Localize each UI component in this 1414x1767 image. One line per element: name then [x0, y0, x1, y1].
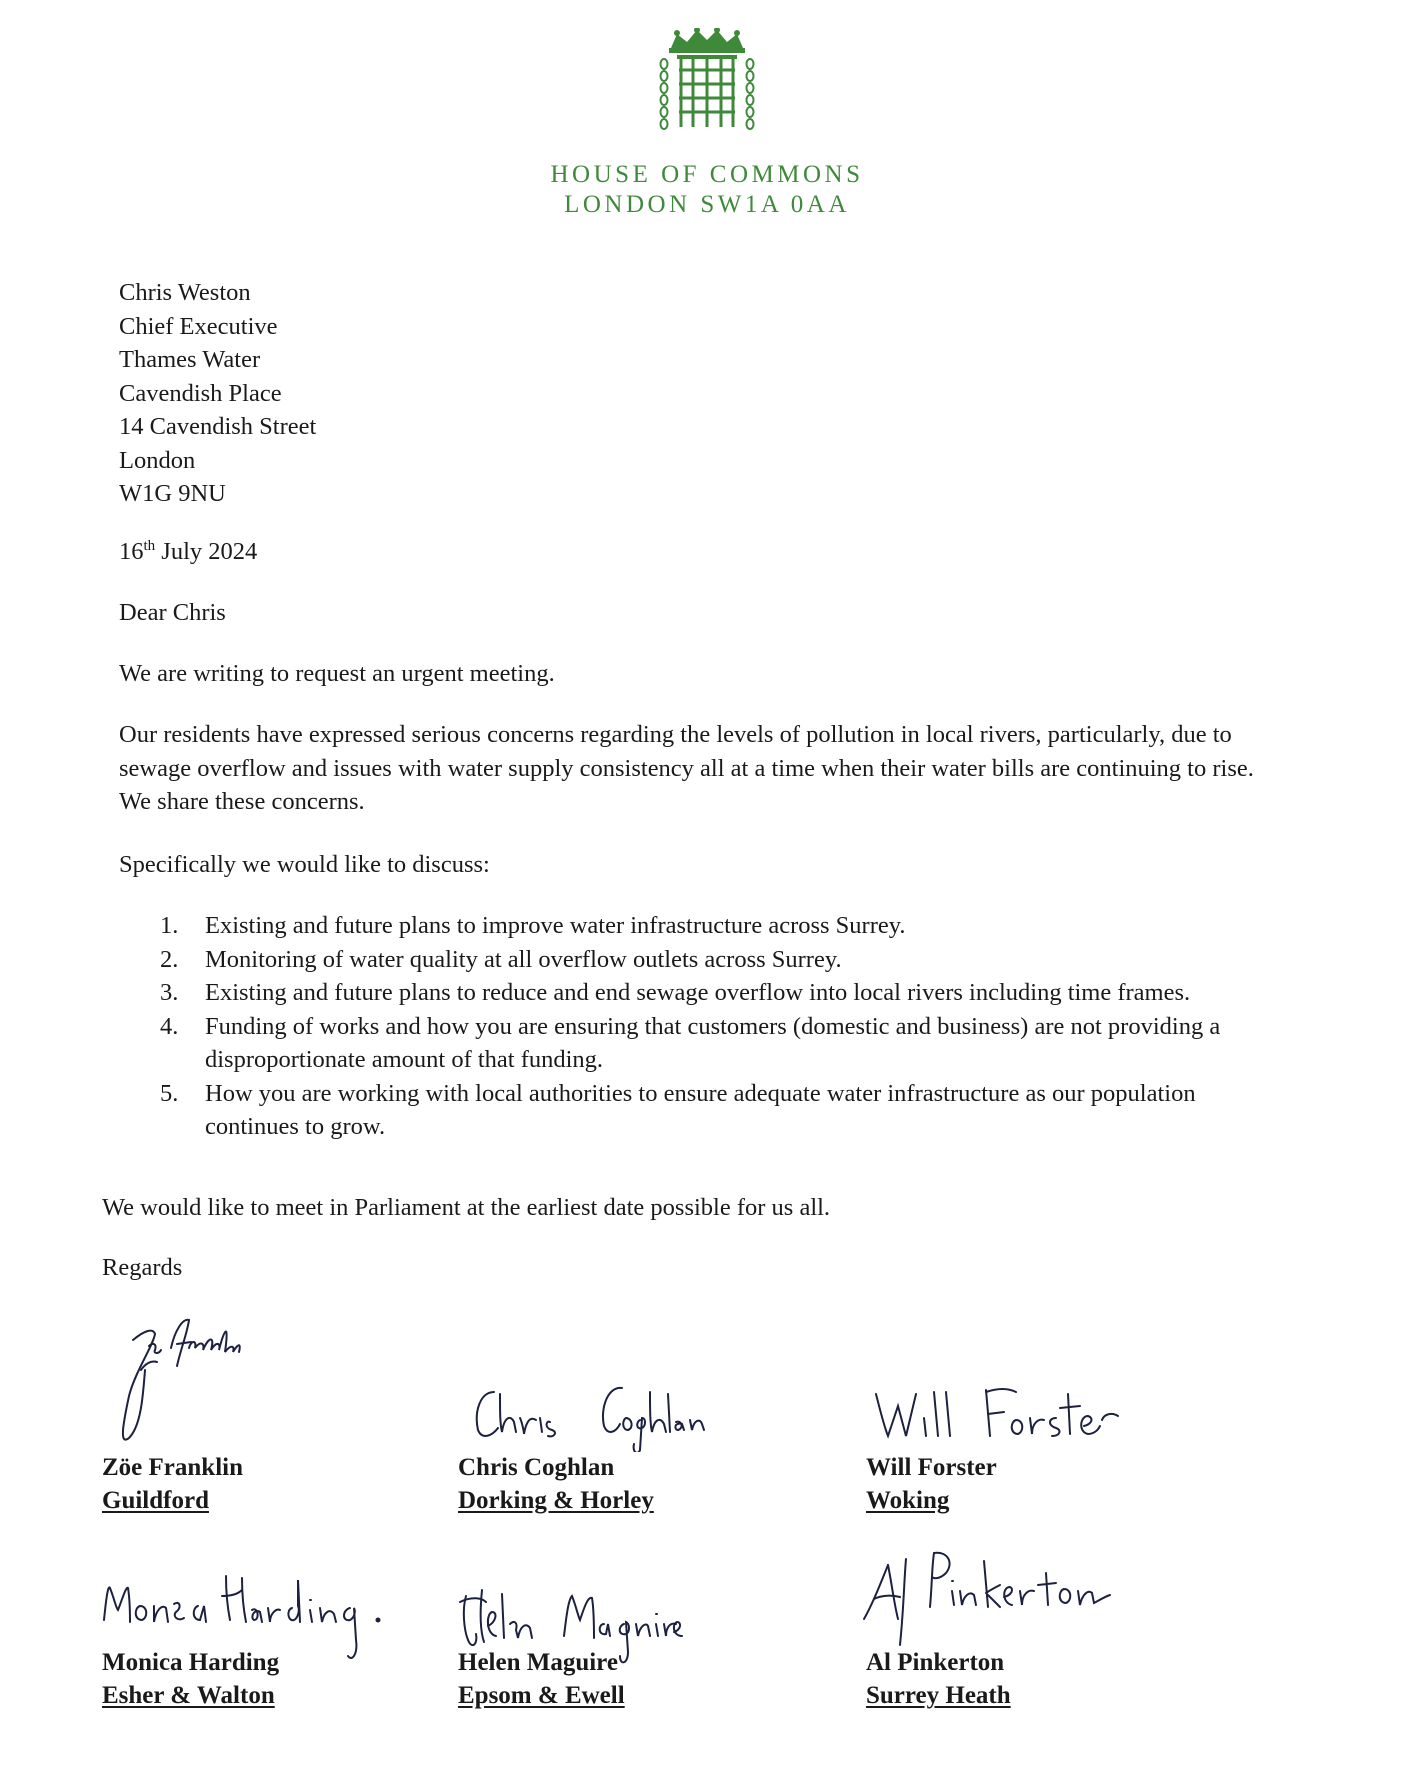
recipient-street: 14 Cavendish Street [119, 413, 317, 440]
signatory-constituency: Woking [866, 1487, 950, 1514]
signature-zoe-franklin [105, 1300, 285, 1450]
recipient-building: Cavendish Place [119, 379, 282, 407]
list-item-text: Existing and future plans to reduce and end sewage overflow into local rivers including time frames. [205, 979, 1191, 1006]
signatory [102, 1646, 279, 1712]
signature-will-forster [876, 1389, 1118, 1436]
signatory-constituency: Guildford [102, 1487, 209, 1514]
signatory-constituency: Dorking & Horley [458, 1487, 654, 1514]
date-suffix: th [143, 537, 156, 554]
signatory-name: Zöe Franklin [102, 1454, 243, 1481]
list-item-text: Funding of works and how you are ensuring that customers (domestic and business) are not providing a disproportionate amount of that funding. [205, 1012, 1221, 1073]
recipient-postcode: W1G 9NU [119, 480, 226, 507]
letterhead [0, 28, 1414, 220]
signatory-name: Chris Coghlan [458, 1454, 615, 1481]
paragraph-request: We are writing to request an urgent meeting. [119, 660, 555, 687]
list-item-text: How you are working with local authorities to ensure adequate water infrastructure as our population continues to grow. [205, 1079, 1196, 1140]
letterhead-line-2: LONDON SW1A 0AA [564, 191, 850, 218]
paragraph-discuss-intro: Specifically we would like to discuss: [119, 851, 490, 878]
letter-date [119, 535, 257, 569]
list-item [160, 1077, 1260, 1144]
signatory-name: Will Forster [866, 1454, 997, 1481]
date-day: 16 [119, 538, 144, 565]
recipient-title: Chief Executive [119, 312, 278, 340]
signatory-name: Helen Maguire [458, 1649, 618, 1676]
signatory-name: Monica Harding [102, 1649, 280, 1676]
list-item [160, 1010, 1260, 1077]
list-item-number: 4. [160, 1012, 179, 1040]
date-rest: July 2024 [155, 538, 258, 565]
signatory-name: Al Pinkerton [866, 1649, 1005, 1676]
signatory-constituency: Surrey Heath [866, 1682, 1011, 1709]
signatory [458, 1451, 654, 1517]
recipient-name: Chris Weston [119, 279, 251, 306]
signatory-constituency: Epsom & Ewell [458, 1682, 625, 1709]
list-item-number: 2. [160, 945, 179, 973]
signatory [866, 1646, 1011, 1712]
salutation: Dear Chris [119, 599, 226, 626]
list-item-text: Existing and future plans to improve water infrastructure across Surrey. [205, 912, 906, 939]
signature-al-pinkerton [864, 1553, 1110, 1645]
list-item [160, 976, 1260, 1010]
list-item [160, 909, 1260, 943]
recipient-address [119, 276, 316, 511]
recipient-company: Thames Water [119, 346, 261, 373]
list-item [160, 943, 1260, 977]
signatory-constituency: Esher & Walton [102, 1682, 275, 1709]
letterhead-line-1: HOUSE OF COMMONS [550, 161, 864, 188]
sign-off: Regards [102, 1254, 183, 1281]
discussion-list [160, 909, 1260, 1144]
signature-chris-coghlan [477, 1388, 704, 1452]
signatory [458, 1646, 625, 1712]
recipient-city: London [119, 446, 196, 474]
closing-paragraph: We would like to meet in Parliament at the earliest date possible for us all. [102, 1194, 831, 1221]
signatory [102, 1451, 243, 1517]
list-item-text: Monitoring of water quality at all overflow outlets across Surrey. [205, 945, 842, 973]
signatory [866, 1451, 997, 1517]
paragraph-concerns: Our residents have expressed serious concerns regarding the levels of pollution in local rivers, particularly, due to sewage overflow and issues with water supply consistency all at a time when their water bills are continuing to rise. We share these concerns. [119, 721, 1254, 815]
list-item-number: 1. [160, 912, 179, 939]
list-item-number: 3. [160, 979, 179, 1006]
portcullis-crest-icon [657, 28, 757, 132]
list-item-number: 5. [160, 1079, 179, 1107]
